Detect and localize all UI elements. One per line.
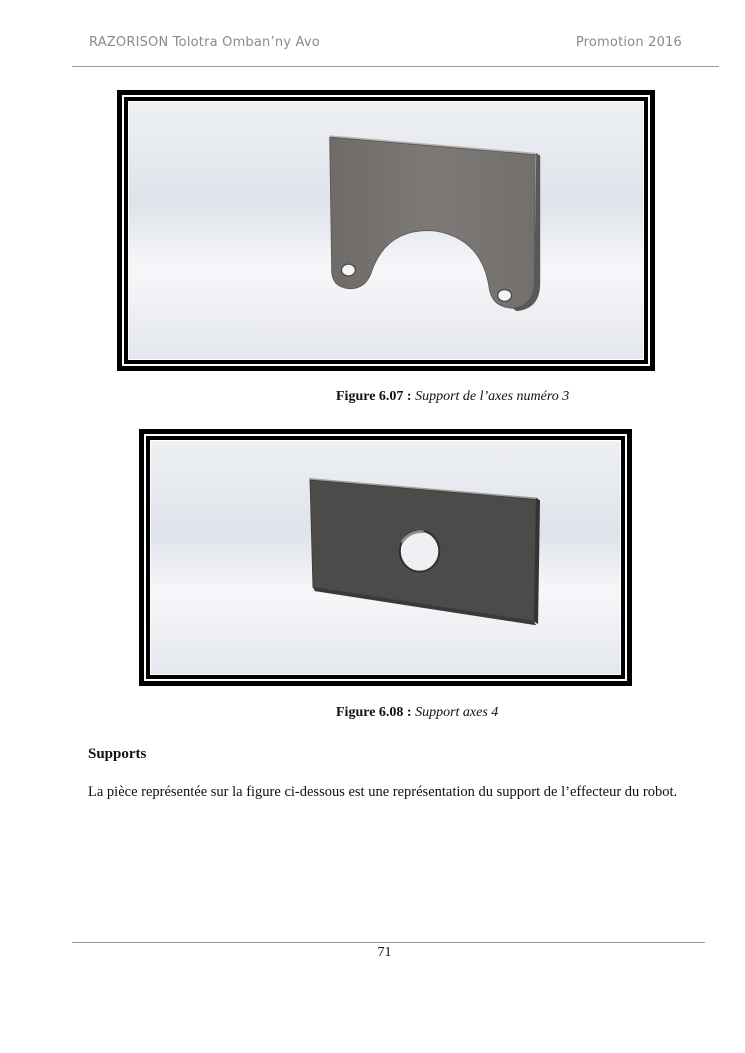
figure-6-07-render xyxy=(128,101,644,360)
section-heading: Supports xyxy=(88,746,147,762)
figure-6-08-frame xyxy=(139,429,632,686)
header-author: RAZORISON Tolotra Omban’ny Avo xyxy=(89,35,320,50)
body-paragraph: La pièce représentée sur la figure ci-dessous est une représentation du support de l’effecteur du robot. xyxy=(88,784,678,800)
figure-label: Figure 6.08 : xyxy=(336,705,412,720)
page-number: 71 xyxy=(377,945,392,960)
figure-frame-inner xyxy=(144,434,627,681)
figure-caption-text: Support de l’axes numéro 3 xyxy=(415,389,570,404)
figure-caption-text: Support axes 4 xyxy=(415,705,499,720)
header-divider xyxy=(72,66,719,67)
support-axes-3-part-illustration xyxy=(129,102,643,359)
footer-divider xyxy=(72,942,705,943)
figure-frame-inner xyxy=(122,95,650,366)
figure-6-07-caption xyxy=(336,389,569,405)
header-promotion: Promotion 2016 xyxy=(575,35,682,50)
figure-6-07-frame xyxy=(117,90,655,371)
support-axes-4-part-illustration xyxy=(151,441,620,674)
figure-6-08-render xyxy=(150,440,621,675)
figure-label: Figure 6.07 : xyxy=(336,389,412,404)
figure-6-08-caption xyxy=(336,705,498,721)
